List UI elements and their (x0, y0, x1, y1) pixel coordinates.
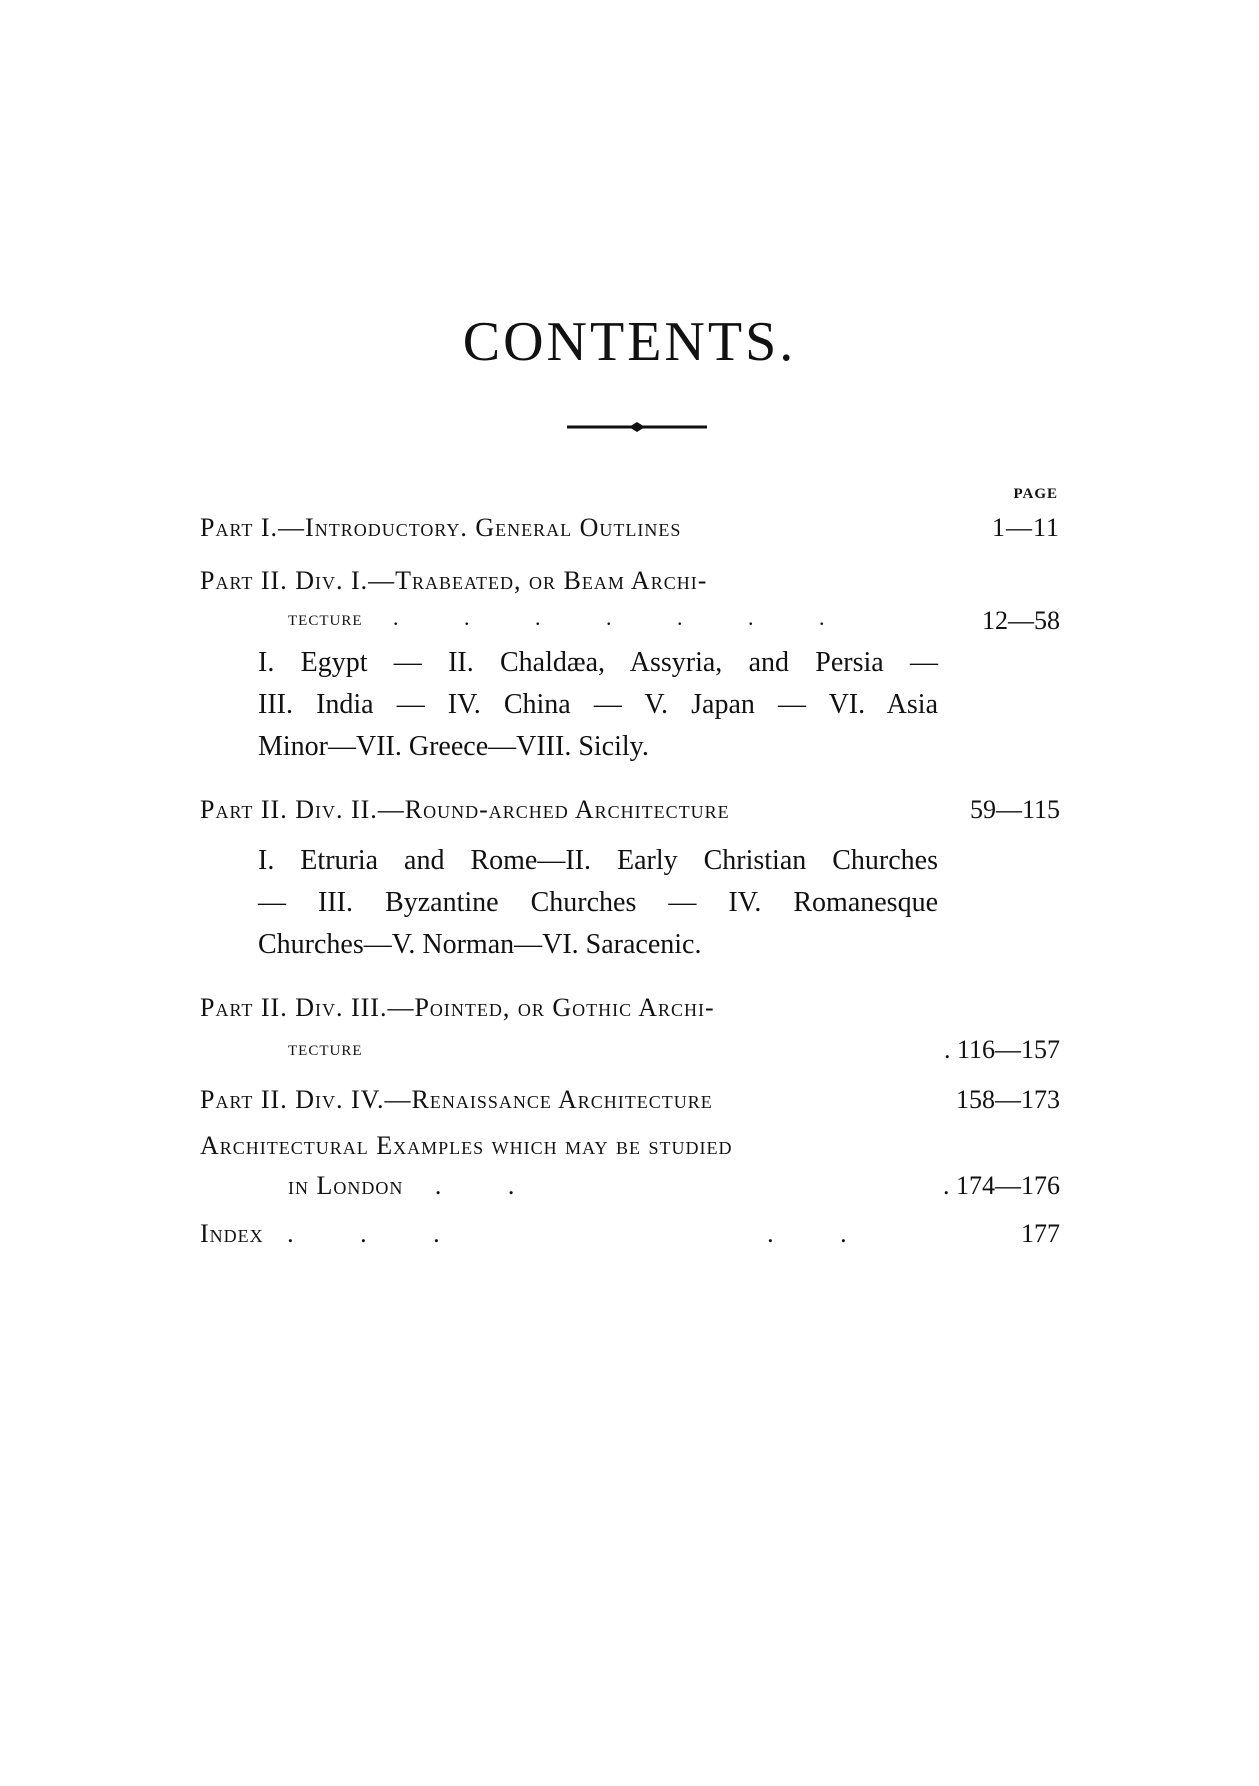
toc-entry-pages: 177 (1021, 1219, 1060, 1248)
toc-entry-title: Index (200, 1219, 264, 1248)
subsection-line: Minor—VII. Greece—VIII. Sicily. (258, 731, 649, 762)
toc-entry-title-continued: tecture (288, 1035, 363, 1060)
toc-entry-pages: . 174—176 (943, 1171, 1060, 1200)
subsection-line: III. India — IV. China — V. Japan — VI. Asia (258, 689, 938, 720)
subsection-line: — III. Byzantine Churches — IV. Romanesque (258, 887, 938, 918)
page-title: CONTENTS. (462, 311, 797, 373)
toc-entry-title: Part II. Div. III.—Pointed, or Gothic Archi- (200, 993, 715, 1022)
toc-entry-pages: 59—115 (969, 795, 1060, 824)
subsection-line: Churches—V. Norman—VI. Saracenic. (258, 929, 702, 960)
toc-entry[interactable] (200, 790, 1060, 830)
dot-leader: . . . . . . . (393, 605, 855, 630)
toc-subsections (258, 840, 938, 966)
toc-entry-pages: 12—58 (982, 606, 1060, 635)
toc-entry-pages: 1—11 (991, 513, 1060, 542)
toc-entry[interactable] (200, 1214, 1060, 1254)
toc-entry-title: Part I.—Introductory. General Outlines (200, 513, 682, 542)
toc-entry-title-continued: in London (288, 1171, 404, 1200)
toc-entry[interactable] (200, 988, 1060, 1070)
toc-entry-title: Part II. Div. I.—Trabeated, or Beam Archi- (200, 566, 708, 595)
toc-entry-title: Part II. Div. II.—Round-arched Architecture (200, 795, 730, 824)
toc-entry-title: Part II. Div. IV.—Renaissance Architecture (200, 1085, 713, 1114)
dot-leader: . . (434, 1171, 545, 1200)
subsection-line: I. Etruria and Rome—II. Early Christian Churches (258, 845, 938, 876)
toc-subsections (258, 642, 938, 768)
toc-entry[interactable] (200, 561, 1060, 635)
toc-entry-title: Architectural Examples which may be studied (200, 1131, 733, 1160)
toc-entry[interactable] (200, 1080, 1060, 1120)
subsection-line: I. Egypt — II. Chaldæa, Assyria, and Persia — (258, 647, 938, 678)
page-column-label: PAGE (1013, 486, 1058, 502)
toc-entry-pages: . 116—157 (943, 1035, 1060, 1064)
dot-leader: . . (767, 1219, 877, 1248)
toc-entry-title-continued: tecture (288, 605, 363, 630)
toc-entry[interactable] (200, 508, 1060, 548)
ornament-divider-icon (567, 421, 707, 433)
dot-leader: . . . (287, 1219, 470, 1248)
toc-entry[interactable] (200, 1126, 1060, 1206)
toc-entry-pages: 158—173 (956, 1085, 1060, 1114)
